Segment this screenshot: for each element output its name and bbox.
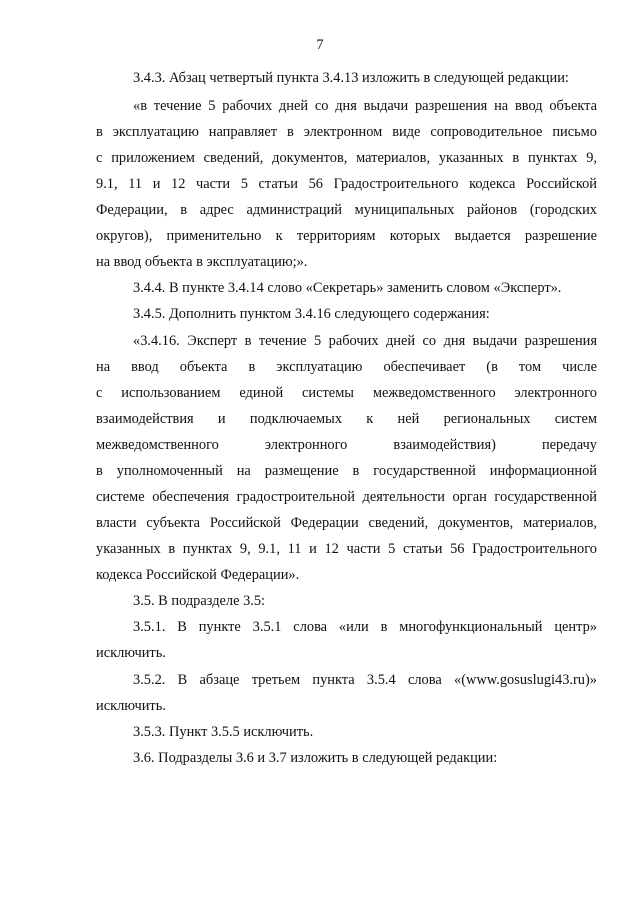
page-number: 7 (316, 37, 324, 53)
text-line: 3.5.1. В пункте 3.5.1 слова «или в многофункциональный центр» (133, 619, 597, 635)
text-line: 3.5.2. В абзаце третьем пункта 3.5.4 слова «(www.gosuslugi43.ru)» (133, 672, 597, 688)
text-line: власти субъекта Российской Федерации сведений, документов, материалов, (96, 515, 597, 531)
text-line: на ввод объекта в эксплуатацию;». (96, 254, 308, 270)
text-line: взаимодействия и подключаемых к ней региональных систем (96, 411, 597, 427)
text-line: 9.1, 11 и 12 части 5 статьи 56 Градостроительного кодекса Российской (96, 176, 597, 192)
text-line: округов), применительно к территориям которых выдается разрешение (96, 228, 597, 244)
text-line: с приложением сведений, документов, материалов, указанных в пунктах 9, (96, 150, 597, 166)
text-line: межведомственного электронного взаимодействия) передачу (96, 437, 597, 453)
text-line: указанных в пунктах 9, 9.1, 11 и 12 части 5 статьи 56 Градостроительного (96, 541, 597, 557)
text-line: системе обеспечения градостроительной деятельности орган государственной (96, 489, 597, 505)
text-line: исключить. (96, 698, 166, 714)
text-line: кодекса Российской Федерации». (96, 567, 300, 583)
text-line: 3.6. Подразделы 3.6 и 3.7 изложить в следующей редакции: (133, 750, 498, 766)
text-line: «в течение 5 рабочих дней со дня выдачи разрешения на ввод объекта (133, 98, 597, 114)
text-line: 3.4.5. Дополнить пунктом 3.4.16 следующего содержания: (133, 306, 490, 322)
text-line: в уполномоченный на размещение в государственной информационной (96, 463, 597, 479)
text-line: в эксплуатацию направляет в электронном виде сопроводительное письмо (96, 124, 597, 140)
text-line: 3.5.3. Пункт 3.5.5 исключить. (133, 724, 314, 740)
text-line: Федерации, в адрес администраций муниципальных районов (городских (96, 202, 597, 218)
text-line: «3.4.16. Эксперт в течение 5 рабочих дней со дня выдачи разрешения (133, 333, 597, 349)
text-line: исключить. (96, 645, 166, 661)
text-line: 3.4.4. В пункте 3.4.14 слово «Секретарь» заменить словом «Эксперт». (133, 280, 562, 296)
text-line: 3.4.3. Абзац четвертый пункта 3.4.13 изложить в следующей редакции: (133, 70, 569, 86)
text-line: с использованием единой системы межведомственного электронного (96, 385, 597, 401)
text-line: на ввод объекта в эксплуатацию обеспечивает (в том числе (96, 359, 597, 375)
text-line: 3.5. В подразделе 3.5: (133, 593, 266, 609)
